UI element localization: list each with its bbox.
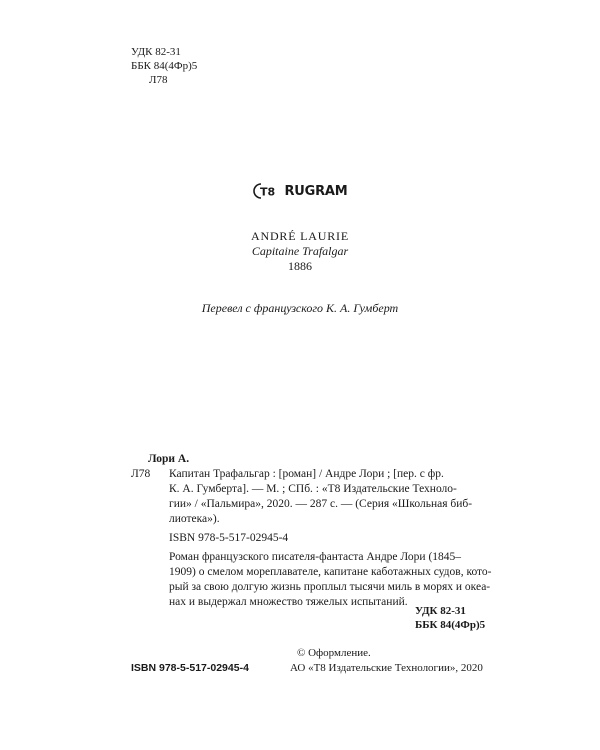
annotation-line: рый за свою долгую жизнь проплыл тысячи миль в морях и океа- <box>169 581 491 593</box>
classification-block <box>131 45 197 87</box>
publisher-logo <box>0 182 600 200</box>
annotation-line: 1909) о смелом мореплавателе, капитане каботажных судов, кото- <box>169 566 492 578</box>
original-title: Capitaine Trafalgar <box>251 244 349 258</box>
t8-logo-icon <box>252 182 282 200</box>
translator-credit: Перевел с французского К. А. Гумберт <box>201 301 399 315</box>
logo-mark-text: T8 <box>260 185 276 199</box>
udk-code: УДК 82-31 <box>131 46 181 58</box>
author-mark-code: Л78 <box>149 74 168 86</box>
bbk-code: ББК 84(4Фр)5 <box>131 60 198 72</box>
biblio-entry-line: Капитан Трафальгар : [роман] / Андре Лори ; [пер. с фр. <box>169 468 444 480</box>
biblio-isbn: ISBN 978-5-517-02945-4 <box>169 532 289 544</box>
biblio-entry <box>131 467 486 527</box>
original-year: 1886 <box>288 259 312 273</box>
bibliographic-record <box>131 452 492 610</box>
copyright-publisher: АО «Т8 Издательские Технологии», 2020 <box>290 662 483 674</box>
copyright-block <box>290 646 483 676</box>
biblio-entry-line: К. А. Гумберта]. — М. ; СПб. : «Т8 Издательские Техноло- <box>169 483 457 495</box>
biblio-annotation <box>131 550 492 610</box>
footer-isbn: ISBN 978-5-517-02945-4 <box>131 662 249 674</box>
biblio-classification <box>415 604 485 632</box>
biblio-author: Лори А. <box>148 453 190 465</box>
biblio-udk: УДК 82-31 <box>415 605 466 617</box>
annotation-line: Роман французского писателя-фантаста Андре Лори (1845– <box>169 551 462 563</box>
biblio-code: Л78 <box>131 468 151 480</box>
original-author: ANDRÉ LAURIE <box>251 229 349 243</box>
biblio-entry-line: лиотека»). <box>169 513 220 525</box>
logo-text: RUGRAM <box>284 183 348 199</box>
biblio-entry-line: гии» / «Пальмира», 2020. — 287 с. — (Серия «Школьная биб- <box>169 498 473 510</box>
copyright-line: © Оформление. <box>297 647 371 659</box>
annotation-line: нах и выдержал множество тяжелых испытаний. <box>169 596 408 608</box>
biblio-bbk: ББК 84(4Фр)5 <box>415 619 486 631</box>
